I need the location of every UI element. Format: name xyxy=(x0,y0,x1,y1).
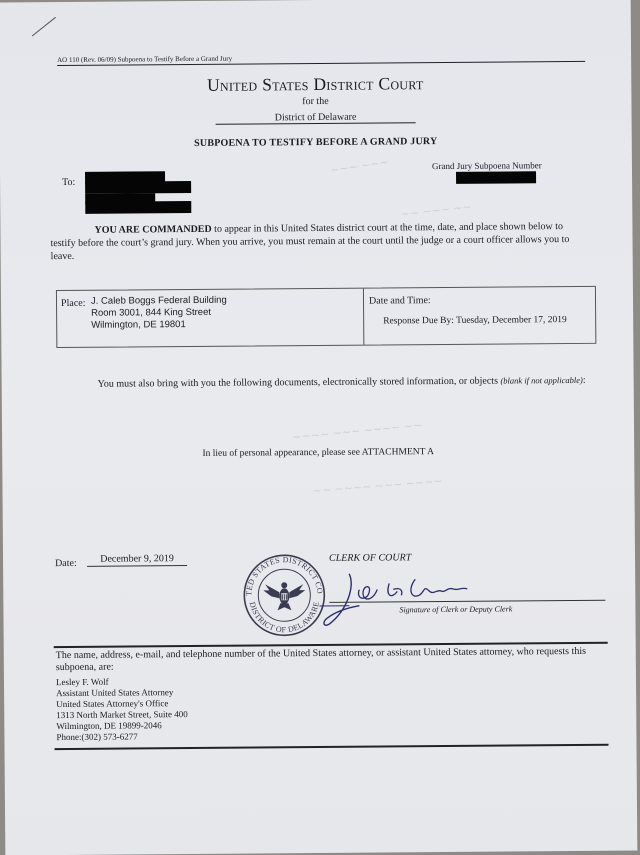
bleed-through-mark: ~~ ~~~ ~~ xyxy=(399,200,473,222)
place-line: Room 3001, 844 King Street xyxy=(91,306,212,319)
date-label: Date: xyxy=(55,557,77,570)
place-line: J. Caleb Boggs Federal Building xyxy=(90,294,227,307)
command-bold: YOU ARE COMMANDED xyxy=(94,223,212,236)
district-name: District of Delaware xyxy=(216,111,416,125)
document-title: SUBPOENA TO TESTIFY BEFORE A GRAND JURY xyxy=(194,136,438,149)
attorney-line: Phone:(302) 573-6277 xyxy=(56,731,138,743)
bring-tail: : xyxy=(582,374,586,386)
lieu-text: In lieu of personal appearance, please see ATTACHMENT A xyxy=(202,447,434,459)
attorney-line: 1313 North Market Street, Suite 400 xyxy=(56,709,188,721)
to-label: To: xyxy=(62,176,76,189)
seal-bottom-text: DISTRICT OF DELAWARE xyxy=(247,600,322,635)
response-due: Response Due By: Tuesday, December 17, 2019 xyxy=(383,315,567,327)
place-label: Place: xyxy=(60,297,86,310)
redaction-bar xyxy=(456,171,536,184)
bleed-through-mark: ~~ ~~~~ ~~~ ~~~~ xyxy=(312,474,444,498)
eagle-icon xyxy=(263,582,305,610)
clerk-of-court-label: CLERK OF COURT xyxy=(328,552,412,564)
seal-top-text: UNITED STATES DISTRICT COURT xyxy=(244,555,325,597)
attorney-line: Lesley F. Wolf xyxy=(55,676,109,688)
attorney-line: United States Attorney's Office xyxy=(56,698,169,710)
bring-note: (blank if not applicable) xyxy=(500,374,583,386)
divider xyxy=(55,744,609,750)
court-name: United States District Court xyxy=(206,73,424,95)
court-seal xyxy=(239,552,330,644)
bring-text: You must also bring with you the following documents, electronically stored information, or objects xyxy=(97,375,501,390)
date-value: December 9, 2019 xyxy=(87,553,187,567)
bleed-through-mark: ~~~~ ~~~ ~~~~ ~~ xyxy=(291,418,423,444)
table-divider xyxy=(363,289,364,345)
place-line: Wilmington, DE 19801 xyxy=(91,319,186,331)
date-time-label: Date and Time: xyxy=(368,295,431,307)
redaction-bar xyxy=(85,201,191,214)
redaction-bar xyxy=(85,181,191,194)
command-text: to appear in this United States district court at the time, date, and place shown below to testify before the court’s grand jury. When you arrive, you must remain at the court until the judge or a court officer allows you to leave. xyxy=(50,221,570,263)
bleed-through-mark: ~~~ ~~~ xyxy=(329,155,390,177)
for-the-text: for the xyxy=(302,95,329,108)
command-paragraph xyxy=(50,220,582,263)
grand-jury-number-label: Grand Jury Subpoena Number xyxy=(431,160,542,172)
form-code: AO 110 (Rev. 06/09) Subpoena to Testify Before a Grand Jury xyxy=(57,52,585,66)
place-date-table xyxy=(56,286,596,348)
signature-caption: Signature of Clerk or Deputy Clerk xyxy=(399,604,513,615)
attorney-intro: The name, address, e-mail, and telephone number of the United States attorney, or assistant United States attorney, who requests this subpoena, are: xyxy=(55,645,587,674)
bring-paragraph xyxy=(52,373,592,392)
attorney-line: Assistant United States Attorney xyxy=(56,687,174,699)
attorney-line: Wilmington, DE 19899-2046 xyxy=(56,720,162,732)
pen-mark xyxy=(32,17,56,36)
clerk-signature xyxy=(319,565,489,630)
